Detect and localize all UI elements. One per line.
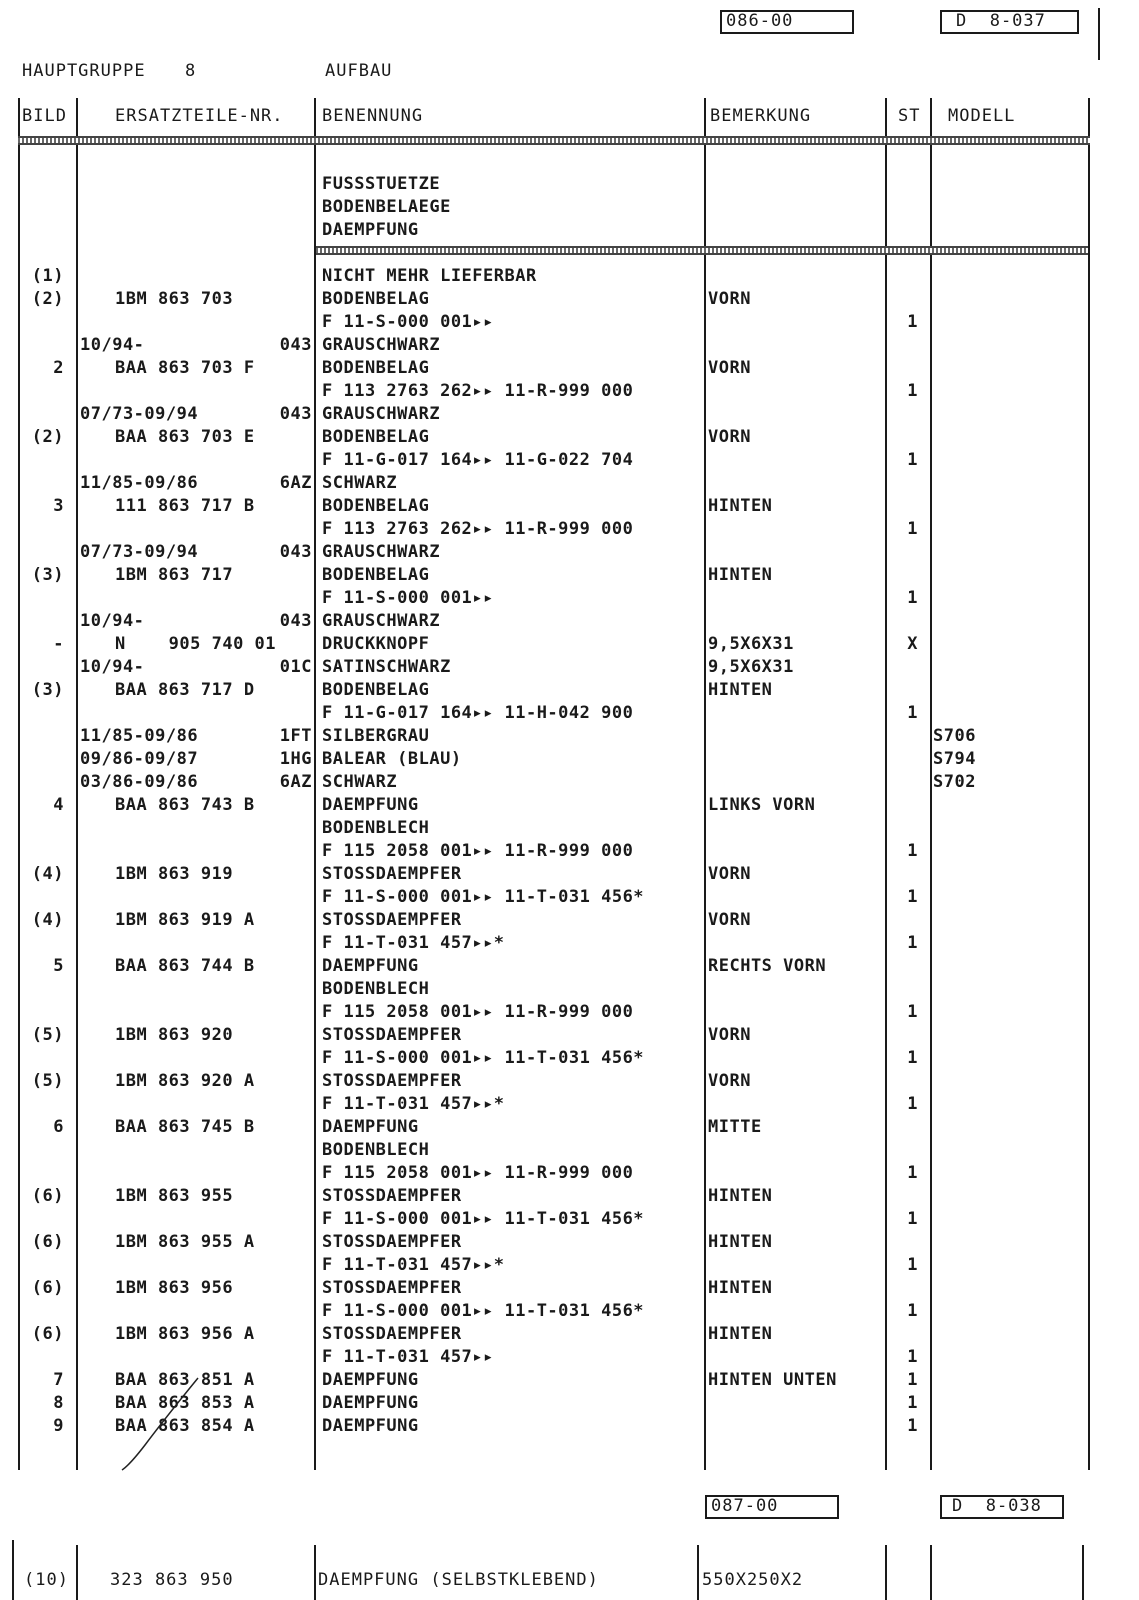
cell-benennung: BODENBLECH xyxy=(322,818,430,838)
cell-farbcode: 6AZ xyxy=(279,772,312,792)
cell-benennung: STOSSDAEMPFER xyxy=(322,1278,462,1298)
cell-bemerkung: VORN xyxy=(708,910,751,930)
cell-benennung: SATINSCHWARZ xyxy=(322,657,451,677)
cell-bild: (6) xyxy=(31,1324,64,1344)
right-edge-mark xyxy=(1098,8,1100,60)
table-row xyxy=(0,955,1139,978)
cell-teilnr: 1BM 863 920 xyxy=(115,1025,234,1045)
cell-benennung: F 11-S-000 001▸▸ xyxy=(322,312,494,332)
cell-st: 1 xyxy=(907,1094,918,1114)
table-row xyxy=(0,1208,1139,1231)
col-header-st: ST xyxy=(898,106,921,126)
cell-bild: (3) xyxy=(31,565,64,585)
cell-teilnr: 10/94- xyxy=(80,657,145,677)
cell-bemerkung: VORN xyxy=(708,289,751,309)
cell-teilnr: 1BM 863 955 A xyxy=(115,1232,255,1252)
cell-st: 1 xyxy=(907,887,918,907)
cell-teilnr: 1BM 863 956 A xyxy=(115,1324,255,1344)
cell-st: 1 xyxy=(907,381,918,401)
cell-farbcode: 01C xyxy=(279,657,312,677)
cell-bild: (6) xyxy=(31,1232,64,1252)
cell-teilnr: 03/86-09/86 xyxy=(80,772,199,792)
cell-bemerkung: 9,5X6X31 xyxy=(708,657,794,677)
cell-benennung: DAEMPFUNG xyxy=(322,956,419,976)
table-row xyxy=(0,886,1139,909)
table-row xyxy=(0,610,1139,633)
cell-benennung: F 113 2763 262▸▸ 11-R-999 000 xyxy=(322,381,634,401)
table-row xyxy=(0,1277,1139,1300)
cell-bild: 2 xyxy=(53,358,64,378)
cell-benennung: F 113 2763 262▸▸ 11-R-999 000 xyxy=(322,519,634,539)
cell-teilnr: BAA 863 851 A xyxy=(115,1370,255,1390)
cell-benennung: DAEMPFUNG xyxy=(322,795,419,815)
cell-benennung: BODENBELAG xyxy=(322,680,430,700)
cell-teilnr: 11/85-09/86 xyxy=(80,726,199,746)
cell-teilnr: 10/94- xyxy=(80,335,145,355)
table-row xyxy=(0,1323,1139,1346)
cell-farbcode: 043 xyxy=(279,335,312,355)
table-row xyxy=(0,541,1139,564)
table-row xyxy=(0,1024,1139,1047)
cell-teilnr: 1BM 863 955 xyxy=(115,1186,234,1206)
cell-benennung: GRAUSCHWARZ xyxy=(322,404,441,424)
table-row xyxy=(0,357,1139,380)
cell-bild: 7 xyxy=(53,1370,64,1390)
cell-farbcode: 6AZ xyxy=(279,473,312,493)
table-row xyxy=(0,472,1139,495)
pen-stroke-mark xyxy=(110,1370,210,1480)
table-row xyxy=(0,679,1139,702)
cell-bild: (1) xyxy=(31,266,64,286)
cell-bemerkung: 9,5X6X31 xyxy=(708,634,794,654)
cell-farbcode: 043 xyxy=(279,404,312,424)
cell-benennung: DAEMPFUNG xyxy=(322,1117,419,1137)
cell-teilnr: BAA 863 743 B xyxy=(115,795,255,815)
cell-benennung: F 11-S-000 001▸▸ 11-T-031 456* xyxy=(322,1209,645,1229)
next-page-number-box xyxy=(940,1495,1064,1519)
next-row-divider-bemerkung xyxy=(885,1545,887,1600)
cell-st: 1 xyxy=(907,1393,918,1413)
cell-bemerkung: VORN xyxy=(708,1071,751,1091)
col-header-benennung: BENENNUNG xyxy=(322,106,424,126)
cell-st: 1 xyxy=(907,1048,918,1068)
cell-benennung: SCHWARZ xyxy=(322,772,398,792)
cell-benennung: F 11-T-031 457▸▸* xyxy=(322,933,505,953)
table-row xyxy=(0,1254,1139,1277)
cell-benennung: STOSSDAEMPFER xyxy=(322,1071,462,1091)
cell-benennung: F 11-S-000 001▸▸ 11-T-031 456* xyxy=(322,1301,645,1321)
cell-benennung: BODENBLECH xyxy=(322,979,430,999)
cell-benennung: F 115 2058 001▸▸ 11-R-999 000 xyxy=(322,1002,634,1022)
cell-bemerkung: VORN xyxy=(708,358,751,378)
table-row xyxy=(0,1300,1139,1323)
section-title-line-2: BODENBELAEGE xyxy=(322,197,451,217)
next-page-ref-box xyxy=(705,1495,839,1519)
gruppe-name: AUFBAU xyxy=(325,61,393,81)
table-row xyxy=(0,426,1139,449)
cell-teilnr: 1BM 863 920 A xyxy=(115,1071,255,1091)
cell-bild: (6) xyxy=(31,1278,64,1298)
next-row-bild: (10) xyxy=(24,1570,69,1590)
col-header-bild: BILD xyxy=(22,106,67,126)
cell-teilnr: BAA 863 854 A xyxy=(115,1416,255,1436)
table-row xyxy=(0,564,1139,587)
cell-st: 1 xyxy=(907,933,918,953)
cell-teilnr: BAA 863 853 A xyxy=(115,1393,255,1413)
cell-benennung: BODENBELAG xyxy=(322,496,430,516)
cell-benennung: SCHWARZ xyxy=(322,473,398,493)
cell-bemerkung: RECHTS VORN xyxy=(708,956,827,976)
cell-st: X xyxy=(907,634,918,654)
cell-teilnr: N 905 740 01 xyxy=(115,634,277,654)
table-row xyxy=(0,725,1139,748)
cell-bemerkung: VORN xyxy=(708,1025,751,1045)
cell-benennung: SILBERGRAU xyxy=(322,726,430,746)
cell-benennung: F 115 2058 001▸▸ 11-R-999 000 xyxy=(322,841,634,861)
col-header-teilnr: ERSATZTEILE-NR. xyxy=(115,106,284,126)
page-ref-label: 086-00 xyxy=(726,11,794,31)
cell-st: 1 xyxy=(907,1002,918,1022)
cell-st: 1 xyxy=(907,1370,918,1390)
cell-bild: (4) xyxy=(31,910,64,930)
gruppe-label: HAUPTGRUPPE xyxy=(22,61,146,81)
table-row xyxy=(0,1139,1139,1162)
cell-bild: (3) xyxy=(31,680,64,700)
cell-bild: (6) xyxy=(31,1186,64,1206)
page-number-label: D 8-037 xyxy=(956,11,1046,31)
cell-teilnr: 10/94- xyxy=(80,611,145,631)
table-row xyxy=(0,288,1139,311)
table-row xyxy=(0,817,1139,840)
cell-benennung: STOSSDAEMPFER xyxy=(322,1232,462,1252)
cell-st: 1 xyxy=(907,519,918,539)
next-page-number-label: D 8-038 xyxy=(952,1496,1042,1516)
cell-farbcode: 043 xyxy=(279,542,312,562)
cell-benennung: F 11-S-000 001▸▸ 11-T-031 456* xyxy=(322,1048,645,1068)
page-ref-box xyxy=(720,10,854,34)
table-row xyxy=(0,633,1139,656)
table-row xyxy=(0,587,1139,610)
col-header-modell: MODELL xyxy=(948,106,1016,126)
cell-farbcode: 1FT xyxy=(279,726,312,746)
table-row xyxy=(0,1162,1139,1185)
cell-farbcode: 1HG xyxy=(279,749,312,769)
cell-teilnr: BAA 863 703 F xyxy=(115,358,255,378)
cell-bild: (4) xyxy=(31,864,64,884)
cell-bild: 8 xyxy=(53,1393,64,1413)
next-row-benennung: DAEMPFUNG (SELBSTKLEBEND) xyxy=(318,1570,599,1590)
table-row xyxy=(0,909,1139,932)
table-row xyxy=(0,334,1139,357)
cell-benennung: STOSSDAEMPFER xyxy=(322,910,462,930)
next-row-teilnr: 323 863 950 xyxy=(110,1570,234,1590)
cell-st: 1 xyxy=(907,1416,918,1436)
table-row xyxy=(0,656,1139,679)
cell-st: 1 xyxy=(907,450,918,470)
table-row xyxy=(0,1001,1139,1024)
cell-teilnr: 1BM 863 919 A xyxy=(115,910,255,930)
cell-bild: 6 xyxy=(53,1117,64,1137)
cell-bemerkung: HINTEN UNTEN xyxy=(708,1370,837,1390)
cell-benennung: GRAUSCHWARZ xyxy=(322,335,441,355)
cell-benennung: BODENBLECH xyxy=(322,1140,430,1160)
table-row xyxy=(0,518,1139,541)
cell-bemerkung: HINTEN xyxy=(708,565,773,585)
gruppe-number: 8 xyxy=(185,61,197,81)
cell-benennung: F 11-T-031 457▸▸ xyxy=(322,1347,494,1367)
cell-teilnr: 1BM 863 919 xyxy=(115,864,234,884)
cell-bild: 4 xyxy=(53,795,64,815)
next-page-ref-label: 087-00 xyxy=(711,1496,779,1516)
next-row-divider-teilnr xyxy=(314,1545,316,1600)
next-row-divider-st xyxy=(930,1545,932,1600)
cell-teilnr: 11/85-09/86 xyxy=(80,473,199,493)
cell-teilnr: BAA 863 745 B xyxy=(115,1117,255,1137)
table-row xyxy=(0,1116,1139,1139)
cell-benennung: STOSSDAEMPFER xyxy=(322,864,462,884)
cell-benennung: F 11-S-000 001▸▸ xyxy=(322,588,494,608)
cell-farbcode: 043 xyxy=(279,611,312,631)
cell-bemerkung: MITTE xyxy=(708,1117,762,1137)
table-row xyxy=(0,702,1139,725)
header-rule xyxy=(18,136,1090,145)
cell-teilnr: 07/73-09/94 xyxy=(80,542,199,562)
cell-benennung: GRAUSCHWARZ xyxy=(322,542,441,562)
next-row-border-right xyxy=(1082,1545,1084,1600)
table-row xyxy=(0,449,1139,472)
next-row-bemerkung: 550X250X2 xyxy=(702,1570,804,1590)
cell-benennung: F 11-G-017 164▸▸ 11-H-042 900 xyxy=(322,703,634,723)
cell-benennung: F 11-T-031 457▸▸* xyxy=(322,1255,505,1275)
table-row xyxy=(0,1047,1139,1070)
cell-bild: (5) xyxy=(31,1071,64,1091)
cell-benennung: GRAUSCHWARZ xyxy=(322,611,441,631)
cell-bild: (5) xyxy=(31,1025,64,1045)
cell-teilnr: BAA 863 717 D xyxy=(115,680,255,700)
table-row xyxy=(0,1093,1139,1116)
cell-bemerkung: HINTEN xyxy=(708,496,773,516)
table-row xyxy=(0,794,1139,817)
cell-bild: - xyxy=(53,634,64,654)
cell-bemerkung: HINTEN xyxy=(708,1278,773,1298)
table-row xyxy=(0,1070,1139,1093)
next-row-divider-bild xyxy=(76,1545,78,1600)
cell-teilnr: BAA 863 744 B xyxy=(115,956,255,976)
table-row xyxy=(0,1185,1139,1208)
table-row xyxy=(0,771,1139,794)
next-row-divider-benennung xyxy=(697,1545,699,1600)
cell-benennung: NICHT MEHR LIEFERBAR xyxy=(322,266,537,286)
cell-bemerkung: HINTEN xyxy=(708,1186,773,1206)
cell-benennung: F 11-G-017 164▸▸ 11-G-022 704 xyxy=(322,450,634,470)
cell-benennung: DAEMPFUNG xyxy=(322,1393,419,1413)
cell-st: 1 xyxy=(907,1163,918,1183)
cell-benennung: STOSSDAEMPFER xyxy=(322,1025,462,1045)
table-row xyxy=(0,863,1139,886)
cell-bild: 3 xyxy=(53,496,64,516)
table-row xyxy=(0,932,1139,955)
cell-st: 1 xyxy=(907,703,918,723)
cell-benennung: F 11-S-000 001▸▸ 11-T-031 456* xyxy=(322,887,645,907)
col-header-bemerkung: BEMERKUNG xyxy=(710,106,812,126)
table-row xyxy=(0,265,1139,288)
cell-modell: S706 xyxy=(933,726,976,746)
cell-teilnr: 1BM 863 956 xyxy=(115,1278,234,1298)
cell-bemerkung: VORN xyxy=(708,427,751,447)
table-row xyxy=(0,380,1139,403)
table-row xyxy=(0,840,1139,863)
page-number-box xyxy=(940,10,1079,34)
cell-bemerkung: HINTEN xyxy=(708,1324,773,1344)
cell-teilnr: 07/73-09/94 xyxy=(80,404,199,424)
table-row xyxy=(0,748,1139,771)
cell-modell: S702 xyxy=(933,772,976,792)
cell-bild: (2) xyxy=(31,289,64,309)
cell-benennung: STOSSDAEMPFER xyxy=(322,1186,462,1206)
cell-bemerkung: HINTEN xyxy=(708,1232,773,1252)
cell-bemerkung: VORN xyxy=(708,864,751,884)
cell-teilnr: 1BM 863 703 xyxy=(115,289,234,309)
cell-bemerkung: LINKS VORN xyxy=(708,795,816,815)
section-rule xyxy=(316,246,1088,255)
table-row xyxy=(0,311,1139,334)
cell-benennung: BODENBELAG xyxy=(322,358,430,378)
cell-benennung: BODENBELAG xyxy=(322,427,430,447)
table-row xyxy=(0,1346,1139,1369)
cell-st: 1 xyxy=(907,1347,918,1367)
cell-st: 1 xyxy=(907,1301,918,1321)
cell-bild: 5 xyxy=(53,956,64,976)
table-row xyxy=(0,495,1139,518)
cell-teilnr: 111 863 717 B xyxy=(115,496,255,516)
cell-benennung: BALEAR (BLAU) xyxy=(322,749,462,769)
cell-benennung: BODENBELAG xyxy=(322,289,430,309)
cell-st: 1 xyxy=(907,1255,918,1275)
cell-benennung: DAEMPFUNG xyxy=(322,1370,419,1390)
cell-st: 1 xyxy=(907,312,918,332)
cell-modell: S794 xyxy=(933,749,976,769)
table-row xyxy=(0,403,1139,426)
cell-bild: (2) xyxy=(31,427,64,447)
section-title-line-1: FUSSSTUETZE xyxy=(322,174,441,194)
cell-benennung: DAEMPFUNG xyxy=(322,1416,419,1436)
table-row xyxy=(0,978,1139,1001)
cell-benennung: F 11-T-031 457▸▸* xyxy=(322,1094,505,1114)
next-row-border-left xyxy=(12,1540,14,1600)
cell-benennung: STOSSDAEMPFER xyxy=(322,1324,462,1344)
cell-bild: 9 xyxy=(53,1416,64,1436)
cell-benennung: F 115 2058 001▸▸ 11-R-999 000 xyxy=(322,1163,634,1183)
cell-benennung: DRUCKKNOPF xyxy=(322,634,430,654)
cell-teilnr: 09/86-09/87 xyxy=(80,749,199,769)
cell-benennung: BODENBELAG xyxy=(322,565,430,585)
cell-teilnr: BAA 863 703 E xyxy=(115,427,255,447)
table-row xyxy=(0,1231,1139,1254)
cell-bemerkung: HINTEN xyxy=(708,680,773,700)
cell-st: 1 xyxy=(907,1209,918,1229)
cell-teilnr: 1BM 863 717 xyxy=(115,565,234,585)
cell-st: 1 xyxy=(907,588,918,608)
cell-st: 1 xyxy=(907,841,918,861)
section-title-line-3: DAEMPFUNG xyxy=(322,220,419,240)
